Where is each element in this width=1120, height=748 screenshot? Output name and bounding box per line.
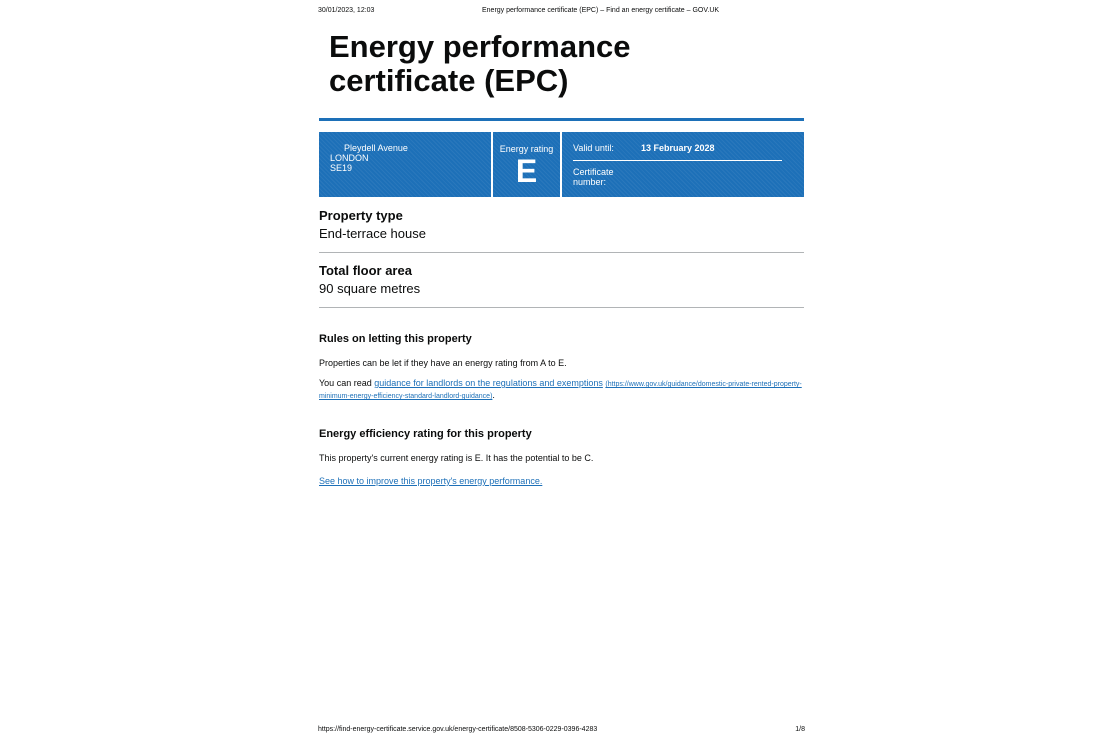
print-page-title: Energy performance certificate (EPC) – Find an energy certificate – GOV.UK — [482, 7, 720, 14]
landlord-guidance-url[interactable]: (https://www.gov.uk/guidance/domestic-private-rented-property-minimum-energy-efficiency-standard-landlord-guidance) — [319, 381, 802, 400]
landlord-guidance-link[interactable]: guidance for landlords on the regulations and exemptions — [374, 378, 603, 388]
property-type-section — [319, 197, 804, 253]
rules-guidance-prefix: You can read — [319, 378, 375, 388]
energy-rating-value: E — [515, 153, 538, 189]
property-type-value: End-terrace house — [319, 226, 426, 241]
valid-until-label: Valid until: — [573, 143, 614, 153]
epc-document — [319, 30, 804, 486]
efficiency-heading: Energy efficiency rating for this property — [319, 428, 532, 440]
improve-energy-link[interactable]: See how to improve this property's energy performance. — [319, 476, 543, 486]
rules-guidance-paragraph — [319, 378, 804, 402]
energy-rating-label: Energy rating — [499, 144, 554, 154]
efficiency-paragraph: This property's current energy rating is E. It has the potential to be C. — [319, 453, 594, 463]
rules-guidance-suffix: . — [492, 390, 495, 400]
property-type-label: Property type — [319, 208, 403, 223]
print-datetime: 30/01/2023, 12:03 — [318, 7, 375, 14]
rules-heading: Rules on letting this property — [319, 333, 472, 345]
page-title: Energy performance certificate (EPC) — [329, 29, 631, 98]
improve-paragraph — [319, 476, 804, 486]
address-box — [319, 132, 491, 197]
floor-area-section — [319, 253, 804, 308]
print-page-number: 1/8 — [795, 726, 805, 733]
energy-rating-box — [493, 132, 560, 197]
floor-area-label: Total floor area — [319, 263, 412, 278]
address-line2: LONDON — [330, 153, 369, 163]
address-line1: Pleydell Avenue — [344, 143, 408, 153]
validity-box — [562, 132, 804, 197]
certificate-number-label: Certificate number: — [573, 167, 614, 187]
rules-paragraph: Properties can be let if they have an energy rating from A to E. — [319, 358, 567, 368]
floor-area-value: 90 square metres — [319, 281, 421, 296]
title-divider — [319, 118, 804, 121]
valid-until-date: 13 February 2028 — [641, 143, 715, 153]
epc-summary — [319, 132, 804, 197]
valid-until-row — [573, 143, 782, 161]
print-url: https://find-energy-certificate.service.gov.uk/energy-certificate/8508-5306-0229-0396-4283 — [318, 726, 598, 733]
address-postcode: SE19 — [330, 163, 353, 173]
